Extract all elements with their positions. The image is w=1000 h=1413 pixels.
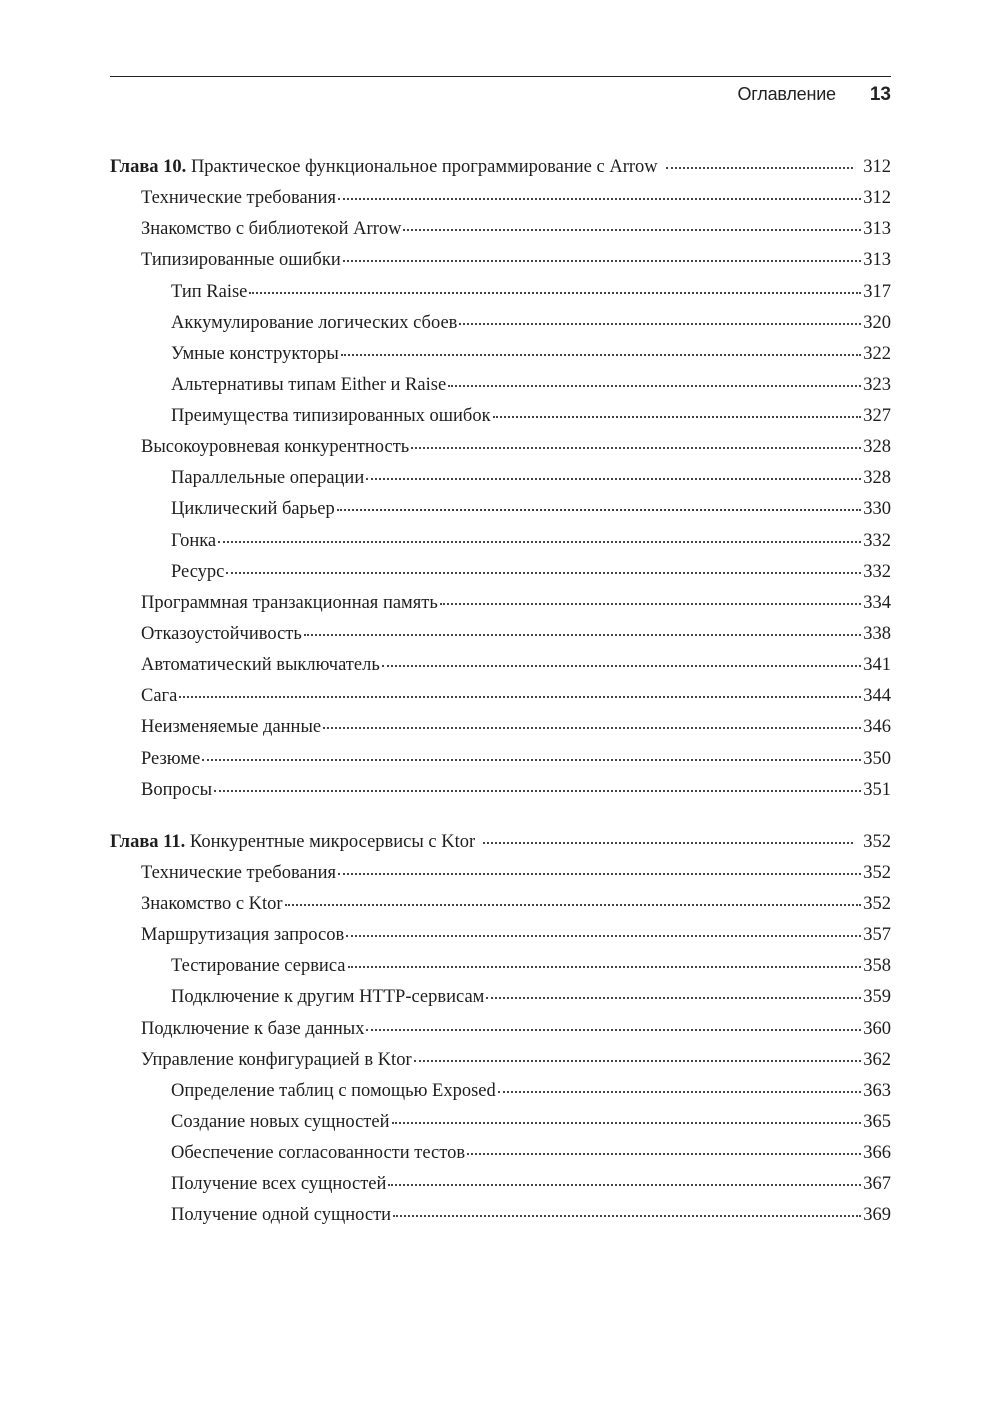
toc-entry-page: 357 xyxy=(863,925,891,945)
dot-leader xyxy=(467,1152,861,1155)
toc-entry-title: Знакомство с библиотекой Arrow xyxy=(141,219,402,239)
toc-entry-page: 323 xyxy=(863,375,891,395)
toc-entry-title: Преимущества типизированных ошибок xyxy=(171,406,491,426)
toc-entry-page: 313 xyxy=(863,250,891,270)
toc-entry-title: Получение всех сущностей xyxy=(171,1174,387,1194)
toc-entry xyxy=(110,340,891,368)
toc-entry xyxy=(110,890,891,918)
toc-entry xyxy=(110,651,891,679)
dot-leader xyxy=(346,934,861,937)
page-number: 13 xyxy=(869,84,891,105)
dot-leader xyxy=(388,1183,861,1186)
toc-entry-page: 358 xyxy=(863,956,891,976)
toc-entry-title: Конкурентные микросервисы с Ktor xyxy=(189,832,476,852)
toc-entry-page: 351 xyxy=(863,780,891,800)
toc-entry-page: 350 xyxy=(863,749,891,769)
dot-leader xyxy=(493,415,862,418)
dot-leader xyxy=(323,726,861,729)
toc-entry xyxy=(110,1170,891,1198)
toc-entry-title: Гонка xyxy=(171,531,217,551)
toc-entry-page: 346 xyxy=(863,717,891,737)
toc-entry xyxy=(110,713,891,741)
dot-leader xyxy=(666,166,854,169)
dot-leader xyxy=(337,508,861,511)
dot-leader xyxy=(366,477,861,480)
toc-entry-page: 312 xyxy=(863,157,891,177)
toc-entry-page: 344 xyxy=(863,686,891,706)
toc-entry-title: Типизированные ошибки xyxy=(141,250,341,270)
toc-entry-page: 365 xyxy=(863,1112,891,1132)
toc-entry xyxy=(110,309,891,337)
dot-leader xyxy=(348,965,862,968)
toc-entry xyxy=(110,589,891,617)
toc-entry xyxy=(110,433,891,461)
toc-entry-title: Знакомство с Ktor xyxy=(141,894,283,914)
dot-leader xyxy=(483,841,853,844)
toc-entry-page: 363 xyxy=(863,1081,891,1101)
toc-entry-page: 359 xyxy=(863,987,891,1007)
toc-entry xyxy=(110,1139,891,1167)
toc-entry-page: 360 xyxy=(863,1019,891,1039)
toc-entry-page: 322 xyxy=(863,344,891,364)
toc-entry-title: Технические требования xyxy=(141,188,336,208)
dot-leader xyxy=(214,789,861,792)
header-rule xyxy=(110,76,891,77)
toc-entry-page: 332 xyxy=(863,531,891,551)
toc-entry xyxy=(110,495,891,523)
toc-entry-page: 317 xyxy=(863,282,891,302)
dot-leader xyxy=(341,353,861,356)
toc-entry xyxy=(110,1108,891,1136)
dot-leader xyxy=(366,1028,861,1031)
toc-entry xyxy=(110,1077,891,1105)
toc-entry-title: Аккумулирование логических сбоев xyxy=(171,313,458,333)
toc-entry xyxy=(110,558,891,586)
running-header xyxy=(110,84,891,110)
toc-entry-page: 362 xyxy=(863,1050,891,1070)
toc-entry xyxy=(110,620,891,648)
toc-entry-title: Неизменяемые данные xyxy=(141,717,322,737)
toc-entry-title: Получение одной сущности xyxy=(171,1205,392,1225)
toc-entry-page: 341 xyxy=(863,655,891,675)
toc-chapter-entry xyxy=(110,828,891,856)
dot-leader xyxy=(440,602,861,605)
dot-leader xyxy=(459,322,861,325)
toc-entry-title: Циклический барьер xyxy=(171,499,335,519)
toc-entry xyxy=(110,215,891,243)
toc-entry-title: Обеспечение согласованности тестов xyxy=(171,1143,466,1163)
toc-entry-page: 312 xyxy=(863,188,891,208)
toc-entry xyxy=(110,1201,891,1229)
toc-entry-title: Технические требования xyxy=(141,863,336,883)
toc-entry-page: 352 xyxy=(863,894,891,914)
toc-entry-title: Автоматический выключатель xyxy=(141,655,380,675)
toc-entry-page: 320 xyxy=(863,313,891,333)
toc-entry-page: 369 xyxy=(863,1205,891,1225)
toc-entry-title: Отказоустойчивость xyxy=(141,624,302,644)
dot-leader xyxy=(393,1214,861,1217)
toc-entry xyxy=(110,745,891,773)
dot-leader xyxy=(285,903,862,906)
toc-entry-title: Маршрутизация запросов xyxy=(141,925,345,945)
toc-entry xyxy=(110,371,891,399)
toc-entry-page: 366 xyxy=(863,1143,891,1163)
toc-entry xyxy=(110,921,891,949)
toc-entry-title: Создание новых сущностей xyxy=(171,1112,390,1132)
toc-entry-title: Вопросы xyxy=(141,780,213,800)
toc-entry-page: 367 xyxy=(863,1174,891,1194)
dot-leader xyxy=(202,758,861,761)
toc-entry-page: 352 xyxy=(863,832,891,852)
toc-entry-page: 330 xyxy=(863,499,891,519)
dot-leader xyxy=(414,1059,862,1062)
toc-entry-page: 328 xyxy=(863,468,891,488)
dot-leader xyxy=(249,291,861,294)
toc-entry xyxy=(110,859,891,887)
toc-entry-page: 313 xyxy=(863,219,891,239)
toc-entry xyxy=(110,278,891,306)
dot-leader xyxy=(411,446,861,449)
toc-entry-title: Резюме xyxy=(141,749,201,769)
toc-entry-title: Параллельные операции xyxy=(171,468,365,488)
dot-leader xyxy=(392,1121,862,1124)
toc-entry-title: Тестирование сервиса xyxy=(171,956,346,976)
toc-entry-page: 334 xyxy=(863,593,891,613)
toc-entry xyxy=(110,402,891,430)
toc-entry-title: Подключение к другим HTTP-сервисам xyxy=(171,987,485,1007)
dot-leader xyxy=(448,384,861,387)
toc-entry xyxy=(110,776,891,804)
toc-entry-page: 327 xyxy=(863,406,891,426)
toc-entry xyxy=(110,983,891,1011)
toc-chapter-label: Глава 11. xyxy=(110,832,186,852)
dot-leader xyxy=(486,996,861,999)
toc-entry-title: Ресурс xyxy=(171,562,225,582)
dot-leader xyxy=(498,1090,862,1093)
toc-entry-title: Высокоуровневая конкурентность xyxy=(141,437,410,457)
toc-chapter-label: Глава 10. xyxy=(110,157,187,177)
dot-leader xyxy=(338,197,861,200)
dot-leader xyxy=(218,540,861,543)
toc-entry-title: Определение таблиц с помощью Exposed xyxy=(171,1081,496,1101)
dot-leader xyxy=(343,259,862,262)
dot-leader xyxy=(304,633,861,636)
toc-entry-page: 338 xyxy=(863,624,891,644)
toc-entry xyxy=(110,682,891,710)
toc-entry xyxy=(110,1015,891,1043)
toc-entry xyxy=(110,464,891,492)
toc-entry-title: Управление конфигурацией в Ktor xyxy=(141,1050,412,1070)
dot-leader xyxy=(226,571,861,574)
toc-entry-title: Тип Raise xyxy=(171,282,248,302)
toc-entry-title: Программная транзакционная память xyxy=(141,593,438,613)
toc-entry xyxy=(110,1046,891,1074)
dot-leader xyxy=(338,872,861,875)
toc-entry-page: 328 xyxy=(863,437,891,457)
toc-entry-title: Подключение к базе данных xyxy=(141,1019,365,1039)
toc-entry xyxy=(110,952,891,980)
toc-entry xyxy=(110,246,891,274)
toc-entry-title: Альтернативы типам Either и Raise xyxy=(171,375,447,395)
dot-leader xyxy=(179,695,861,698)
toc-entry-page: 352 xyxy=(863,863,891,883)
dot-leader xyxy=(403,228,861,231)
dot-leader xyxy=(382,664,861,667)
running-header-section: Оглавление xyxy=(737,84,836,104)
toc-entry xyxy=(110,527,891,555)
toc-entry-page: 332 xyxy=(863,562,891,582)
toc-entry-title: Практическое функциональное программирование с Arrow xyxy=(190,157,658,177)
toc-entry-title: Сага xyxy=(141,686,178,706)
toc-chapter-entry xyxy=(110,153,891,181)
toc-entry xyxy=(110,184,891,212)
toc-entry-title: Умные конструкторы xyxy=(171,344,339,364)
